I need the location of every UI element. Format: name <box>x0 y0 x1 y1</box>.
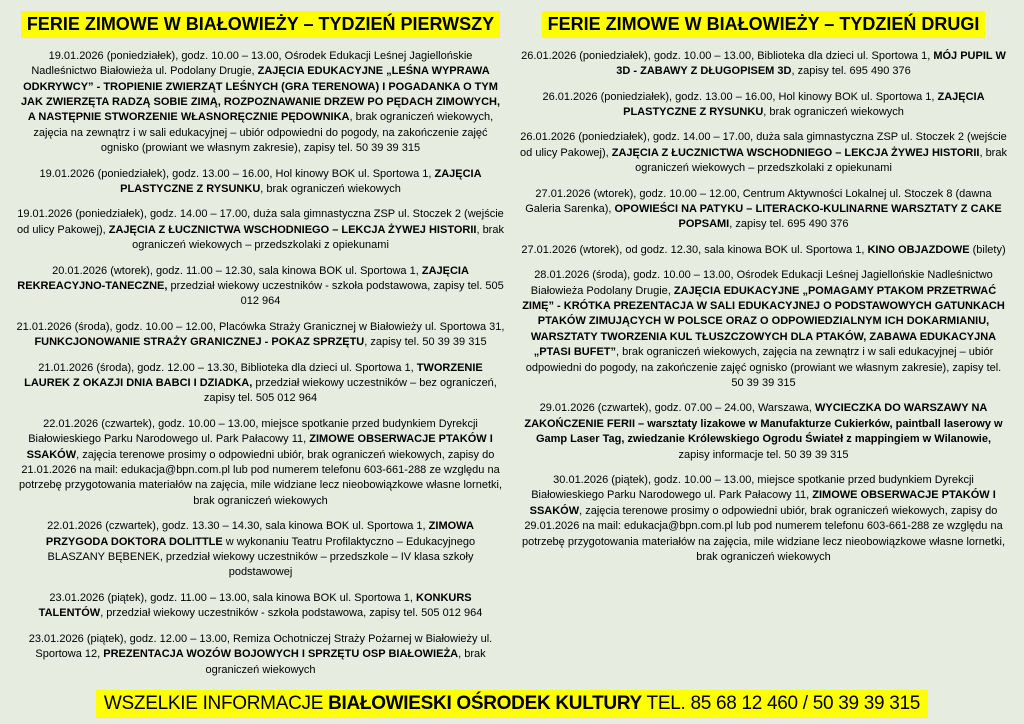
text-segment: 23.01.2026 (piątek), godz. 11.00 – 13.00, sala kinowa BOK ul. Sportowa 1, <box>49 591 417 604</box>
week-one-title <box>16 14 505 35</box>
text-segment: 27.01.2026 (wtorek), godz. 10.00 – 12.00, Centrum Aktywności Lokalnej ul. Stoczek 8 (dawna Galeria Sarenka), <box>525 187 992 215</box>
event-item <box>519 401 1008 463</box>
text-segment: zapisy informacje tel. 50 39 39 315 <box>678 448 849 461</box>
text-segment: , brak ograniczeń wiekowych, zajęcia na zewnątrz i w sali edukacyjnej – ubiór odpowiedni do pogody, na zakończenie zajęć ognisko (prowiant we własnym zakresie), zapisy tel. 50 39 39 315 <box>525 346 1002 389</box>
text-segment-bold: WYCIECZKA DO WARSZAWY NA ZAKOŃCZENIE FERII – warsztaty lizakowe w Manufakturze Cukierków, paintball laserowy w Gamp Laser Tag, zwiedzanie Królewskiego Ogrodu Świateł z mappingiem w Wilanowie, <box>524 402 1003 446</box>
week-two-title <box>519 14 1008 35</box>
event-item <box>16 361 505 407</box>
text-segment: 27.01.2026 (wtorek), od godz. 12.30, sala kinowa BOK ul. Sportowa 1, <box>521 243 868 256</box>
text-segment-bold: ZIMOWE OBSERWACJE PTAKÓW I SSAKÓW <box>26 433 493 461</box>
text-segment: przedział wiekowy uczestników - szkoła podstawowa, zapisy tel. 505 012 964 <box>167 279 504 308</box>
event-item <box>16 632 505 678</box>
week-two-title-highlight: FERIE ZIMOWE W BIAŁOWIEŻY – TYDZIEŃ DRUGI <box>542 11 986 38</box>
text-segment-bold: ZAJĘCIA PLASTYCZNE Z RYSUNKU <box>120 167 482 195</box>
text-segment: TEL. 85 68 12 460 / 50 39 39 315 <box>641 693 921 715</box>
text-segment-bold: ZAJĘCIA Z ŁUCZNICTWA WSCHODNIEGO – LEKCJA ŻYWEJ HISTORII <box>108 223 477 236</box>
text-segment: WSZELKIE INFORMACJE <box>103 693 329 715</box>
text-segment: 19.01.2026 (poniedziałek), godz. 10.00 – 13.00, Ośrodek Edukacji Leśnej Jagiellońskie Nadleśnictwo Białowieża ul. Podolany Drugie, <box>31 49 473 78</box>
text-segment: , zapisy tel. 695 490 376 <box>729 218 849 231</box>
event-item <box>519 473 1008 565</box>
week-one-events <box>16 49 505 678</box>
text-segment-bold: ZAJĘCIA REKREACYJNO-TANECZNE, <box>17 264 469 292</box>
text-segment: , brak ograniczeń wiekowych – przedszkolaki z opiekunami <box>635 146 1007 175</box>
event-item <box>519 130 1008 176</box>
text-segment-bold: ZIMOWE OBSERWACJE PTAKÓW I SSAKÓW <box>529 489 996 517</box>
text-segment-bold: BIAŁOWIESKI OŚRODEK KULTURY <box>328 693 642 715</box>
event-item <box>16 167 505 198</box>
text-segment: 29.01.2026 (czwartek), godz. 07.00 – 24.00, Warszawa, <box>539 402 815 415</box>
text-segment: w wykonaniu Teatru Profilaktyczno – Edukacyjnego BLASZANY BĘBENEK, przedział wiekowy uczestników – przedszkole – IV klasa szkoły podstawowej <box>47 535 476 579</box>
event-item <box>519 243 1008 258</box>
event-item <box>519 187 1008 233</box>
event-item <box>16 49 505 157</box>
text-segment: (bilety) <box>969 243 1006 256</box>
event-item <box>16 264 505 310</box>
event-item <box>16 320 505 351</box>
text-segment: , brak ograniczeń wiekowych <box>763 105 904 118</box>
footer-contact-info <box>96 690 928 718</box>
text-segment: 19.01.2026 (poniedziałek), godz. 13.00 – 16.00, Hol kinowy BOK ul. Sportowa 1, <box>39 167 435 180</box>
text-segment: 22.01.2026 (czwartek), godz. 10.00 – 13.00, miejsce spotkanie przed budynkiem Dyrekcji Białowieskiego Parku Narodowego ul. Park Pałacowy 11, <box>28 417 478 446</box>
event-item <box>16 591 505 622</box>
text-segment-bold: ZAJĘCIA PLASTYCZNE Z RYSUNKU <box>623 90 985 118</box>
text-segment: 22.01.2026 (czwartek), godz. 13.30 – 14.30, sala kinowa BOK ul. Sportowa 1, <box>47 520 429 533</box>
text-segment: 26.01.2026 (poniedziałek), godz. 14.00 – 17.00, duża sala gimnastyczna ZSP ul. Stoczek 2 (wejście od ulicy Pakowej), <box>520 131 1007 159</box>
event-item <box>519 90 1008 121</box>
text-segment: 20.01.2026 (wtorek), godz. 11.00 – 12.30, sala kinowa BOK ul. Sportowa 1, <box>52 264 422 277</box>
event-item <box>16 207 505 253</box>
column-week-two <box>519 12 1008 688</box>
text-segment: , brak ograniczeń wiekowych <box>260 182 401 195</box>
text-segment: , przedział wiekowy uczestników - szkoła podstawowa, zapisy tel. 505 012 964 <box>100 607 483 620</box>
event-item <box>16 417 505 509</box>
text-segment: 19.01.2026 (poniedziałek), godz. 14.00 – 17.00, duża sala gimnastyczna ZSP ul. Stoczek 2 (wejście od ulicy Pakowej), <box>17 208 504 236</box>
text-segment: 28.01.2026 (środa), godz. 10.00 – 13.00, Ośrodek Edukacji Leśnej Jagiellońskie Nadleśnictwo Białowieża Podolany Drugie, <box>530 269 993 297</box>
column-week-one <box>16 12 505 688</box>
text-segment: , zapisy tel. 695 490 376 <box>791 65 911 78</box>
text-segment-bold: KONKURS TALENTÓW <box>38 591 472 620</box>
text-segment: , brak ograniczeń wiekowych, zajęcia na zewnątrz i w sali edukacyjnej – ubiór odpowiedni do pogody, na zakończenie zajęć ognisko (prowiant we własnym zakresie), zapisy tel. 50 39 39 315 <box>33 111 494 155</box>
text-segment: , brak ograniczeń wiekowych <box>205 648 486 676</box>
week-one-title-highlight: FERIE ZIMOWE W BIAŁOWIEŻY – TYDZIEŃ PIERWSZY <box>21 11 500 38</box>
text-segment-bold: PREZENTACJA WOZÓW BOJOWYCH I SPRZĘTU OSP BIAŁOWIEŻA <box>103 648 459 661</box>
text-segment-bold: OPOWIEŚCI NA PATYKU – LITERACKO-KULINARNE WARSZTATY Z CAKE POPSAMI <box>614 202 1002 231</box>
text-segment-bold: MÓJ PUPIL W 3D - ZABAWY Z DŁUGOPISEM 3D <box>616 49 1006 78</box>
text-segment: , brak ograniczeń wiekowych – przedszkolaki z opiekunami <box>132 223 504 252</box>
text-segment-bold: ZAJĘCIA EDUKACYJNE „POMAGAMY PTAKOM PRZETRWAĆ ZIMĘ” - KRÓTKA PREZENTACJA W SALI EDUKACYJNEJ O PODSTAWOWYCH GATUNKACH PTAKÓW ZIMUJĄCYCH W POLSCE ORAZ O ODPOWIEDZIALNYM ICH DOKARMIANIU, WARSZTATY TWORZENIA KUL TŁUSZCZOWYCH DLA PTAKÓW, ZABAWA EDUKACYJNA „PTASI BUFET” <box>522 284 1005 359</box>
text-segment: 26.01.2026 (poniedziałek), godz. 13.00 – 16.00, Hol kinowy BOK ul. Sportowa 1, <box>542 90 938 103</box>
text-segment: 23.01.2026 (piątek), godz. 12.00 – 13.00, Remiza Ochotniczej Straży Pożarnej w Białowieży ul. Sportowa 12, <box>28 632 493 661</box>
text-segment-bold: FUNKCJONOWANIE STRAŻY GRANICZNEJ - POKAZ SPRZĘTU <box>34 336 365 349</box>
text-segment-bold: ZAJĘCIA EDUKACYJNE „LEŚNA WYPRAWA ODKRYWCY” - TROPIENIE ZWIERZĄT LEŚNYCH (GRA TERENOWA) I POGADANKA O TYM JAK ZWIERZĘTA RADZĄ SOBIE ZIMĄ, ROZPOZNAWANIE DRZEW PO PĘDACH ZIMOWYCH, A NASTĘPNIE STWORZENIE WŁASNORĘCZNIE PĘDOWNIKA <box>20 65 501 124</box>
event-item <box>519 268 1008 391</box>
text-segment: 21.01.2026 (środa), godz. 10.00 – 12.00, Placówka Straży Granicznej w Białowieży ul. Sportowa 31, <box>16 320 505 333</box>
text-segment: 26.01.2026 (poniedziałek), godz. 10.00 – 13.00, Biblioteka dla dzieci ul. Sportowa 1, <box>521 49 934 62</box>
text-segment-bold: ZIMOWA PRZYGODA DOKTORA DOLITTLE <box>45 520 474 548</box>
event-item <box>16 519 505 581</box>
text-segment-bold: KINO OBJAZDOWE <box>867 243 970 256</box>
text-segment: 30.01.2026 (piątek), godz. 10.00 – 13.00, miejsce spotkanie przed budynkiem Dyrekcji Białowieskiego Parku Narodowego ul. Park Pałacowy 11, <box>531 474 974 502</box>
week-two-events <box>519 49 1008 566</box>
text-segment: , zapisy tel. 50 39 39 315 <box>364 336 487 349</box>
text-segment: , zajęcia terenowe prosimy o odpowiedni ubiór, brak ograniczeń wiekowych, zapisy do 29.01.2026 na mail: edukacja@bpn.com.pl lub pod numerem telefonu 603-661-288 ze względu na potrzebę przygotowania materiałów na zajęcia, mile widziane lecz nieobowiązkowe własne lornetki, brak ograniczeń wiekowych <box>521 504 1006 564</box>
text-segment: 21.01.2026 (środa), godz. 12.00 – 13.30, Biblioteka dla dzieci ul. Sportowa 1, <box>38 361 417 374</box>
text-segment-bold: TWORZENIE LAUREK Z OKAZJI DNIA BABCI I DZIADKA, <box>24 361 483 389</box>
text-segment: przedział wiekowy uczestników – bez ograniczeń, zapisy tel. 505 012 964 <box>203 377 497 405</box>
footer <box>0 693 1024 716</box>
text-segment: , zajęcia terenowe prosimy o odpowiedni ubiór, brak ograniczeń wiekowych, zapisy do 21.01.2026 na mail: edukacja@bpn.com.pl lub pod numerem telefonu 603-661-288 ze względu na potrzebę przygotowania materiałów na zajęcia, mile widziane lecz nieobowiązkowe własne lornetki, brak ograniczeń wiekowych <box>18 448 503 507</box>
event-item <box>519 49 1008 80</box>
text-segment-bold: ZAJĘCIA Z ŁUCZNICTWA WSCHODNIEGO – LEKCJA ŻYWEJ HISTORII <box>611 146 980 159</box>
